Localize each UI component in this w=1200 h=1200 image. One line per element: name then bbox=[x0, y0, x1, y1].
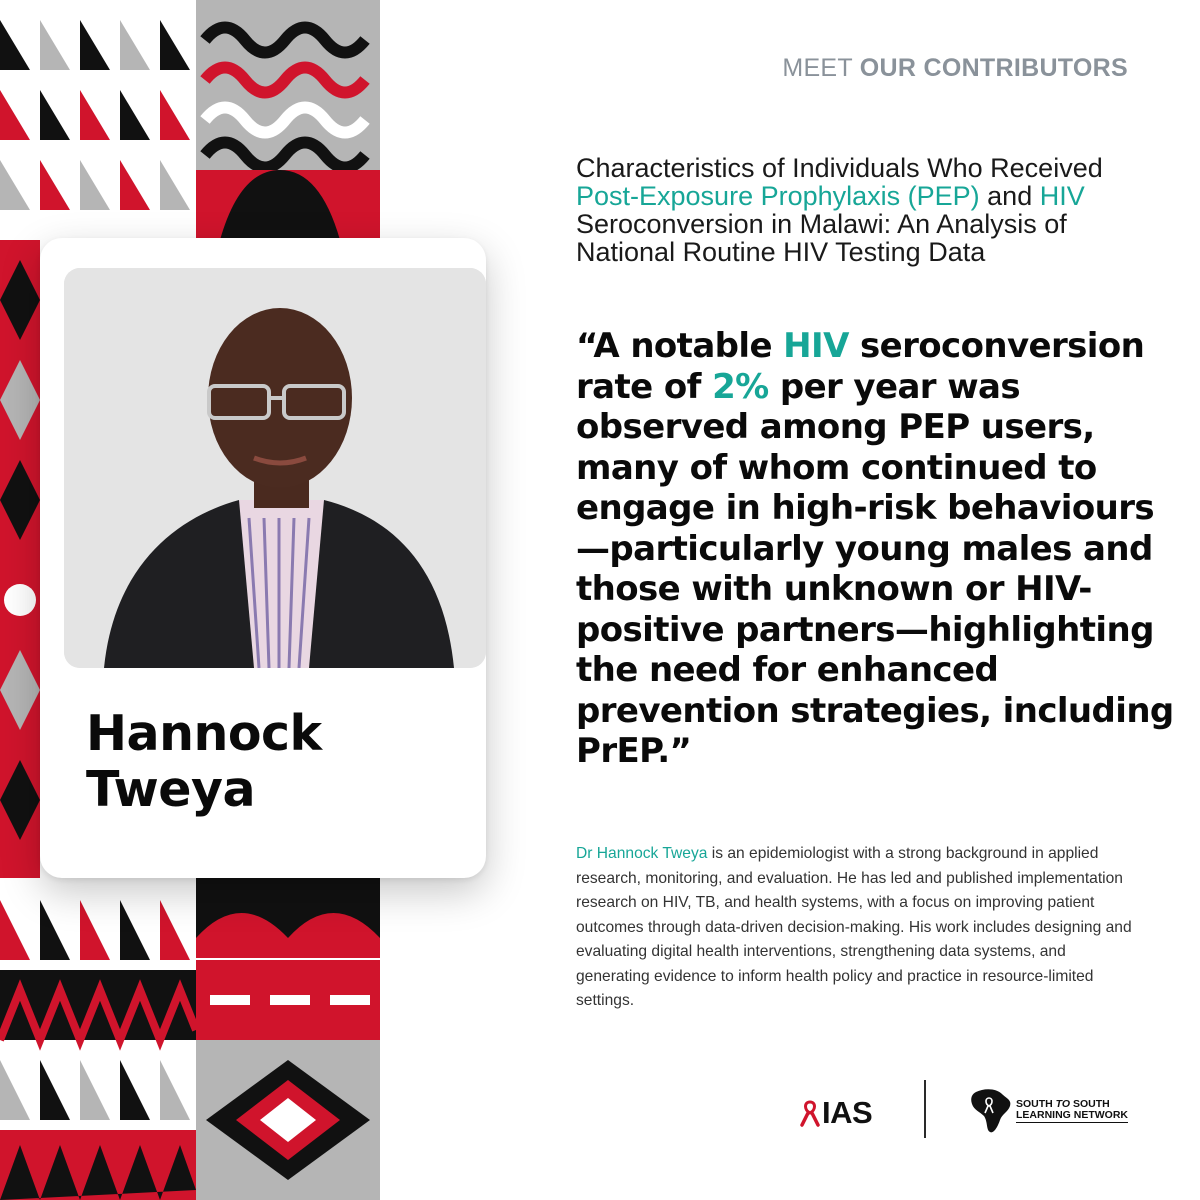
partner-logos bbox=[790, 1078, 1150, 1140]
quote-part-3: per year was observed among PEP users, many of whom continued to engage in high-risk behaviours—particularly young males and those with unknown or HIV-positive partners—highlighting the need for enhanced prevention strategies, including PrEP.” bbox=[576, 366, 1174, 771]
title-part-1: Characteristics of Individuals Who Received bbox=[576, 153, 1103, 183]
title-highlight-pep: Post-Exposure Prophylaxis (PEP) bbox=[576, 181, 980, 211]
pull-quote bbox=[576, 326, 1176, 772]
s2s-line1-b: TO bbox=[1055, 1098, 1071, 1110]
ias-logo bbox=[800, 1096, 872, 1130]
title-part-3: Seroconversion in Malawi: An Analysis of National Routine HIV Testing Data bbox=[576, 209, 1067, 267]
red-ribbon-icon bbox=[800, 1099, 820, 1127]
ias-logo-text: IAS bbox=[822, 1095, 873, 1130]
quote-part-1: “A notable bbox=[576, 326, 784, 366]
s2s-line1-a: SOUTH bbox=[1016, 1098, 1056, 1110]
pattern-triangles-top bbox=[0, 0, 196, 240]
title-part-2: and bbox=[979, 181, 1040, 211]
contributor-name bbox=[86, 706, 466, 818]
pattern-bottom bbox=[0, 878, 380, 1200]
contributor-card bbox=[40, 238, 486, 878]
title-highlight-hiv: HIV bbox=[1039, 181, 1085, 211]
section-label bbox=[782, 54, 1128, 83]
africa-map-icon bbox=[968, 1086, 1014, 1136]
s2s-logo-text bbox=[1016, 1099, 1128, 1123]
s2s-logo bbox=[968, 1086, 1128, 1136]
bio-name: Dr Hannock Tweya bbox=[576, 845, 708, 862]
contributor-bio bbox=[576, 842, 1136, 1014]
pattern-left-mid bbox=[0, 240, 40, 880]
research-title bbox=[576, 154, 1156, 266]
contributor-first-name: Hannock bbox=[86, 705, 322, 762]
section-label-prefix: MEET bbox=[782, 54, 853, 82]
logo-divider bbox=[924, 1080, 926, 1138]
portrait-illustration bbox=[64, 268, 486, 668]
s2s-line1-c: SOUTH bbox=[1070, 1098, 1110, 1110]
bio-text: is an epidemiologist with a strong background in applied research, monitoring, and evaluation. He has led and published implementation research on HIV, TB, and health systems, with a focus on improving patient outcomes through data-driven decision-making. His work includes designing and evaluating digital health interventions, strengthening data systems, and generating evidence to inform health policy and practice in resource-limited settings. bbox=[576, 845, 1132, 1009]
pattern-waves bbox=[196, 0, 380, 240]
quote-highlight-hiv: HIV bbox=[783, 326, 849, 366]
section-label-emphasis: OUR CONTRIBUTORS bbox=[859, 54, 1128, 82]
contributor-last-name: Tweya bbox=[86, 761, 256, 818]
quote-highlight-rate: 2% bbox=[712, 366, 769, 407]
s2s-line2: LEARNING NETWORK bbox=[1016, 1109, 1128, 1121]
quote-part-2: seroconversion rate of bbox=[576, 326, 1145, 407]
contributor-photo bbox=[64, 268, 486, 668]
